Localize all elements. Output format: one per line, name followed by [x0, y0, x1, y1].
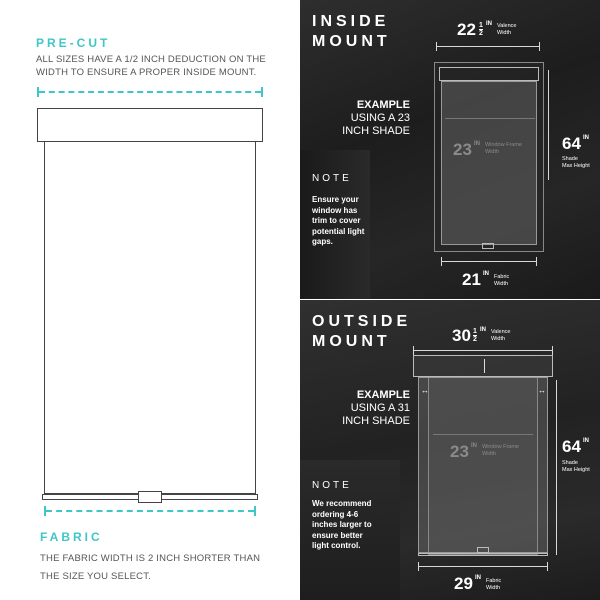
- outside-valance-gap-arrow: [484, 359, 485, 373]
- outside-note-title: NOTE: [312, 480, 352, 491]
- pre-cut-dimension-line: [39, 91, 261, 93]
- outside-pull-handle: [477, 547, 489, 553]
- tick: [413, 346, 414, 355]
- inside-frame-number: 23: [453, 140, 472, 159]
- inside-frame-width-line: [445, 118, 535, 119]
- outside-note-text: We recommend ordering 4-6 inches larger to ensure better light control.: [312, 499, 372, 550]
- inside-valence-fraction: $\frac{1}{2}$: [479, 22, 483, 37]
- outside-example-title: EXAMPLE: [356, 389, 410, 401]
- side-gap-arrow-right-icon: ↔: [538, 386, 546, 395]
- inside-mount-panel: [300, 0, 600, 300]
- inside-height-label: Shade Max Height: [562, 156, 590, 169]
- inside-example-line2: INCH SHADE: [342, 125, 410, 137]
- inside-example-line1: USING A 23: [350, 112, 410, 124]
- outside-mount-title-line2: MOUNT: [312, 333, 391, 350]
- outside-bottom-bar: [418, 553, 548, 556]
- outside-valence-unit: IN: [480, 327, 486, 333]
- outside-mount-title-line1: OUTSIDE: [312, 313, 412, 330]
- inside-shade-fabric: [441, 81, 537, 245]
- outside-valance: [413, 355, 553, 377]
- inside-fabric-number: 21: [462, 270, 481, 289]
- inside-valence-line: [436, 46, 540, 47]
- inside-frame-unit: IN: [474, 141, 480, 147]
- shade-valance: [37, 108, 263, 142]
- inside-valence-label: Valence Width: [497, 23, 517, 36]
- inside-valence-unit: IN: [486, 21, 492, 27]
- outside-fabric-unit: IN: [475, 575, 481, 581]
- outside-valence-label: Valence Width: [491, 329, 511, 342]
- outside-height-number: 64: [562, 437, 581, 456]
- shade-fabric: [44, 142, 256, 494]
- outside-mount-panel: [300, 300, 600, 600]
- fabric-description: THE FABRIC WIDTH IS 2 INCH SHORTER THAN THE SIZE YOU SELECT.: [40, 553, 261, 582]
- outside-valence-number: 30: [452, 326, 471, 345]
- shade-pull-handle: [138, 491, 162, 503]
- inside-fabric-label: Fabric Width: [494, 274, 510, 287]
- inside-fabric-line: [441, 261, 537, 262]
- tick: [418, 562, 419, 571]
- inside-note-text: Ensure your window has trim to cover potential light gaps.: [312, 195, 365, 246]
- inside-mount-title-line2: MOUNT: [312, 33, 391, 50]
- outside-valence-fraction: $\frac{1}{2}$: [473, 328, 477, 343]
- inside-example-title: EXAMPLE: [356, 99, 410, 111]
- dimension-tick-right: [261, 87, 263, 97]
- pre-cut-description: ALL SIZES HAVE A 1/2 INCH DEDUCTION ON THE WIDTH TO ENSURE A PROPER INSIDE MOUNT.: [36, 54, 266, 78]
- outside-example-line1: USING A 31: [350, 402, 410, 414]
- inside-fabric-unit: IN: [483, 271, 489, 277]
- inside-frame-label: Window Frame Width: [485, 142, 522, 155]
- tick: [552, 346, 553, 355]
- inside-valance: [439, 67, 539, 81]
- outside-valence-line: [413, 350, 553, 351]
- outside-height-line: [556, 380, 557, 555]
- tick: [539, 42, 540, 51]
- inside-note-title: NOTE: [312, 173, 352, 184]
- inside-valence-number: 22: [457, 20, 476, 39]
- inside-mount-title-line1: INSIDE: [312, 13, 390, 30]
- outside-example-line2: INCH SHADE: [342, 415, 410, 427]
- inside-height-line: [548, 70, 549, 180]
- inside-height-number: 64: [562, 134, 581, 153]
- outside-height-label: Shade Max Height: [562, 460, 590, 473]
- tick: [547, 562, 548, 571]
- outside-fabric-label: Fabric Width: [486, 578, 502, 591]
- tick: [436, 42, 437, 51]
- tick: [441, 257, 442, 266]
- outside-shade-fabric: [418, 377, 548, 553]
- side-gap-arrow-left-icon: ↔: [421, 386, 429, 395]
- outside-fabric-number: 29: [454, 574, 473, 593]
- dimension-tick-right: [254, 506, 256, 516]
- fabric-title: FABRIC: [40, 530, 103, 544]
- outside-fabric-line: [418, 566, 548, 567]
- outside-frame-unit: IN: [471, 443, 477, 449]
- pre-cut-title: PRE-CUT: [36, 36, 111, 50]
- fabric-dimension-line: [46, 510, 254, 512]
- outside-frame-label: Window Frame Width: [482, 444, 519, 457]
- outside-height-unit: IN: [583, 438, 589, 444]
- inside-height-unit: IN: [583, 135, 589, 141]
- outside-frame-number: 23: [450, 442, 469, 461]
- outside-frame-width-line: [433, 434, 533, 435]
- tick: [536, 257, 537, 266]
- inside-pull-handle: [482, 243, 494, 249]
